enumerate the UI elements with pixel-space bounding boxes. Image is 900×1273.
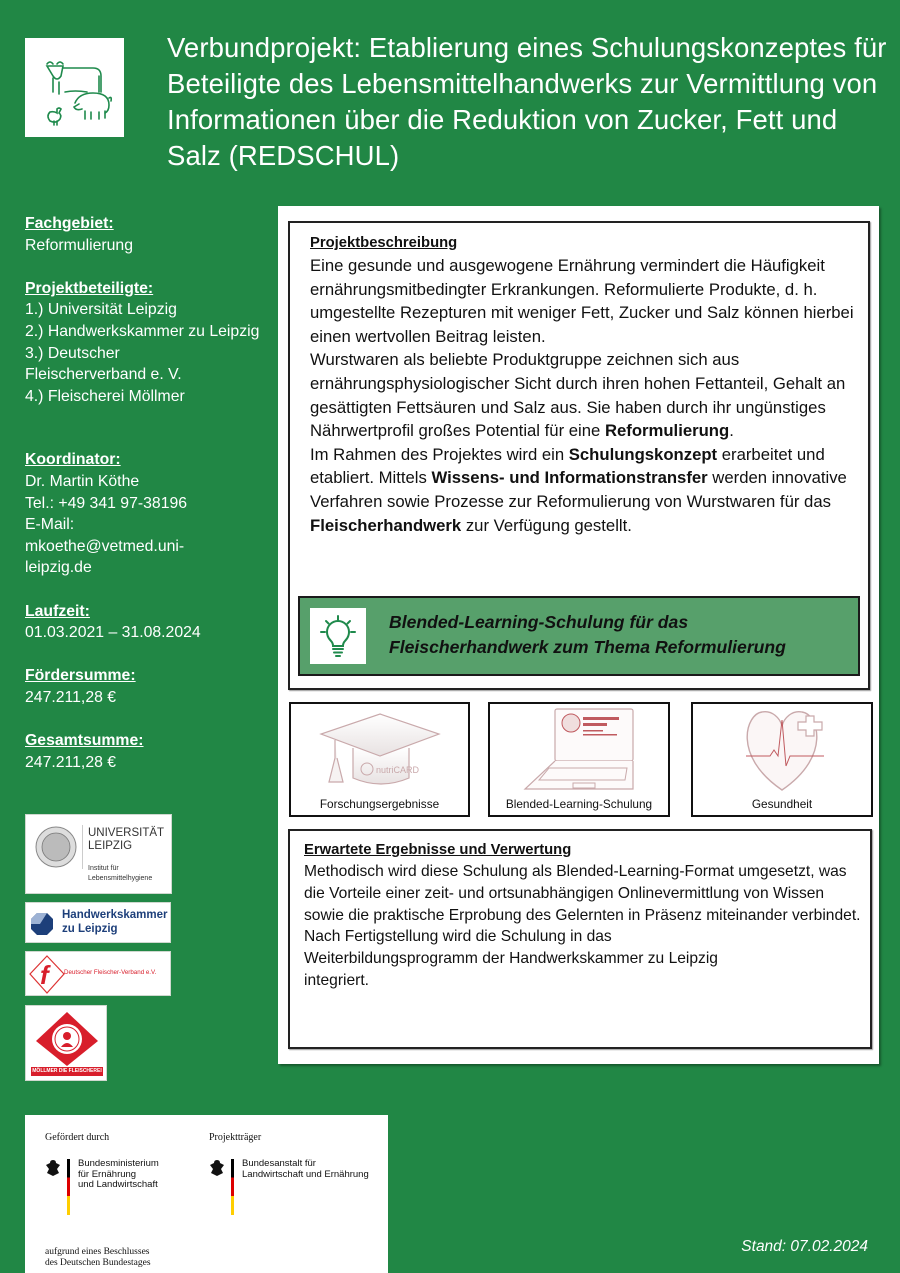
laufzeit-value: 01.03.2021 – 31.08.2024 [25,624,201,642]
description-paragraph [310,348,870,442]
tile-forschungsergebnisse [289,702,470,817]
moellmer-diamond-icon [32,1011,102,1067]
projektbeschreibung-text [310,254,870,537]
text-span: Im Rahmen des Projektes wird ein [310,444,569,464]
highlight-text [389,610,786,660]
koordinator-section [25,449,270,579]
heart-health-icon [712,706,852,794]
partner-item: 1.) Universität Leipzig [25,301,177,319]
text-span: Wurstwaren als beliebte Produktgruppe zeichnen sich aus ernährungsphysiologischer Sicht durch ihren hohen Fettanteil, Gehalt an gesättigten Fettsäuren und Salz aus. Sie haben durch ihr ungünstiges Nährwertprofil großes Potential für eine [310,350,846,441]
laufzeit-label: Laufzeit: [25,602,90,620]
uni-sub-line1: Institut für [88,865,119,872]
uni-leipzig-logo [25,814,172,894]
partner-item: 2.) Handwerkskammer zu Leipzig [25,322,260,340]
funding-footer [25,1115,388,1273]
koordinator-name: Dr. Martin Köthe [25,472,140,490]
uni-name-line2: LEIPZIG [88,840,133,852]
koordinator-label: Koordinator: [25,451,121,469]
project-info-sidebar [25,213,270,795]
ble-logo [209,1159,369,1215]
fachgebiet-value: Reformulierung [25,236,133,254]
email-link[interactable]: mkoethe@vetmed.uni-leipzig.de [25,537,185,577]
note-line2: des Deutschen Bundestages [45,1258,151,1268]
highlight-line1: Blended-Learning-Schulung für das [389,612,689,632]
tile-label: Gesundheit [751,797,813,811]
gesamtsumme-label: Gesamtsumme: [25,732,144,750]
svg-text:f: f [40,960,49,990]
bold-term: Fleischerhandwerk [310,515,462,535]
projektbeschreibung-box [288,221,870,690]
ministry-line2: für Ernährung [78,1168,137,1180]
bold-term: Wissens- und Informationstransfer [431,468,708,488]
ergebnisse-title: Erwartete Ergebnisse und Verwertung [304,842,572,858]
results-paragraph: Methodisch wird diese Schulung als Blended-Learning-Format umgesetzt, was die Vorteile einer zeit- und ortsunabhängigen Onlinevermittlung von Wissen sowie die praktische Erprobung des Gelernten in Präsenz miteinander verbindet. [304,863,861,924]
bold-term: Schulungskonzept [568,444,718,464]
projektbeschreibung-title: Projektbeschreibung [310,235,458,251]
tile-gesundheit [691,702,873,817]
dfv-name: Deutscher Fleischer-Verband e.V. [64,969,157,976]
lightbulb-icon [318,614,358,658]
hwk-name-line2: zu Leipzig [62,923,118,935]
projektbeteiligte-section [25,278,270,408]
gesamtsumme-value: 247.211,28 € [25,753,117,771]
text-span: erarbeitet und etabliert. Mittels [310,444,825,488]
ministry-line1: Bundesministerium [78,1158,159,1169]
lightbulb-badge [310,608,366,664]
german-flag-bar [67,1159,70,1215]
koordinator-phone: Tel.: +49 341 97-38196 [25,494,188,512]
hwk-name-line1: Handwerkskammer [62,909,168,921]
moellmer-logo [25,1005,107,1081]
partner-item: 4.) Fleischerei Möllmer [25,387,185,405]
farm-animals-logo [25,38,124,137]
agency-line2: Landwirtschaft und Ernährung [242,1168,369,1180]
ergebnisse-box [288,829,872,1049]
foerdersumme-section [25,665,270,708]
foerdersumme-value: 247.211,28 € [25,688,117,706]
note-line1: aufgrund eines Beschlusses [45,1247,150,1257]
federal-eagle-icon [209,1159,225,1177]
moellmer-name: MÖLLMER DIE FLEISCHEREI [32,1068,102,1074]
main-content-panel [278,206,879,1064]
bmel-logo [45,1159,159,1215]
foerdersumme-label: Fördersumme: [25,667,136,685]
gesamtsumme-section [25,730,270,773]
description-paragraph [310,443,870,537]
laufzeit-section [25,601,270,644]
partner-item: 3.) Deutscher Fleischerverband e. V. [25,344,182,384]
description-paragraph: Eine gesunde und ausgewogene Ernährung vermindert die Häufigkeit ernährungsmitbedingter Erkrankungen. Reformulierte Produkte, d. h. umgestellte Rezepturen mit weniger Fett, Zucker und Salz können hierbei einen wertvollen Beitrag leisten. [310,256,854,346]
laptop-icon [509,706,649,794]
gefoerdert-label: Gefördert durch [45,1132,110,1143]
page-title: Verbundprojekt: Etablierung eines Schulungskonzeptes für Beteiligte des Lebensmittelhandwerks zur Vermittlung von Informationen über die Reduktion von Zucker, Fett und Salz (REDSCHUL) [167,32,887,171]
german-flag-bar [231,1159,234,1215]
uni-name-line1: UNIVERSITÄT [88,827,165,839]
stand-date: Stand: 07.02.2024 [741,1238,868,1255]
dfv-logo [25,951,171,996]
farm-animals-icon [35,48,115,128]
hwk-leipzig-logo [25,902,171,943]
fachgebiet-section [25,213,270,256]
fachgebiet-label: Fachgebiet: [25,215,114,232]
federal-eagle-icon [45,1159,61,1177]
highlight-line2: Fleischerhandwerk zum Thema Reformulierung [389,637,786,657]
tile-label: Blended-Learning-Schulung [505,797,653,811]
ergebnisse-text [304,861,864,992]
results-paragraph: Nach Fertigstellung wird die Schulung in das Weiterbildungsprogramm der Handwerkskammer zu Leipzig integriert. [304,928,718,989]
hwk-octagon-icon [30,912,54,936]
text-span: werden innovative Verfahren sowie Prozesse zur Reformulierung von Wurstwaren für das [310,468,847,511]
tile-label: Forschungsergebnisse [319,797,440,811]
blended-learning-highlight [298,596,860,676]
bundestag-note [45,1247,151,1269]
cap-logo-text: nutriCARD [375,765,419,775]
text-span: . [729,421,734,441]
text-span: zur Verfügung gestellt. [461,515,632,535]
uni-seal-icon [34,825,78,869]
uni-sub-line2: Lebensmittelhygiene [88,875,153,882]
graduation-cap-icon [315,706,445,794]
dfv-f-icon [29,955,65,994]
agency-line1: Bundesanstalt für [242,1158,316,1169]
bold-term: Reformulierung [604,421,730,441]
email-label: E-Mail: [25,516,75,534]
tile-blended-learning [488,702,670,817]
traeger-label: Projektträger [209,1132,262,1143]
ministry-line3: und Landwirtschaft [78,1179,158,1190]
projektbeteiligte-label: Projektbeteiligte: [25,279,154,297]
